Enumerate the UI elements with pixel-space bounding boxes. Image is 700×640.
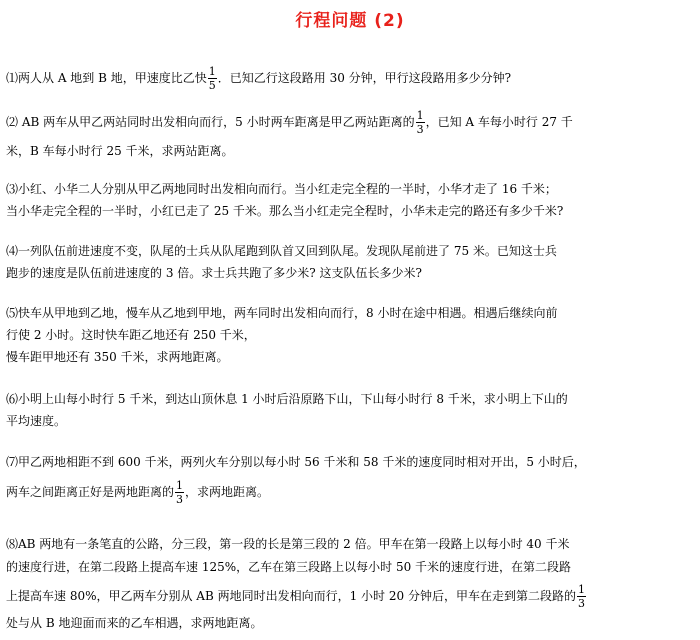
fraction-denominator: 5: [208, 79, 216, 92]
fraction-numerator: 1: [176, 479, 184, 492]
problem-8-line-2: 的速度行进，在第二段路上提高车速 125%，乙车在第三段路上以每小时 50 千米的速度行进，在第二段路: [6, 560, 572, 574]
fraction: [175, 480, 184, 505]
problem-7-line-1: ⑺甲乙两地相距不到 600 千米，两列火车分别以每小时 56 千米和 58 千米的速度同时相对开出，5 小时后，: [6, 455, 586, 469]
fraction-denominator: 3: [176, 493, 184, 506]
text-segment: ⑵ AB 两车从甲乙两站同时出发相向而行，5 小时两车距离是甲乙两站距离的: [6, 115, 415, 129]
problem-4-line-2: 跑步的速度是队伍前进速度的 3 倍。求士兵共跑了多少米? 这支队伍长多少米?: [6, 266, 422, 280]
text-segment: 上提高车速 80%，甲乙两车分别从 AB 两地同时出发相向而行，1 小时 20 分钟后，甲车在走到第二段路的: [6, 589, 576, 603]
problem-8-line-4: 处与从 B 地迎面而来的乙车相遇，求两地距离。: [6, 616, 263, 630]
fraction-numerator: 1: [416, 109, 424, 122]
problem-2-line-2: 米，B 车每小时行 25 千米，求两站距离。: [6, 144, 234, 158]
text-segment: ，已知 A 车每小时行 27 千: [425, 115, 573, 129]
fraction-denominator: 3: [577, 597, 585, 610]
problem-4-line-1: ⑷一列队伍前进速度不变，队尾的士兵从队尾跑到队首又回到队尾。发现队尾前进了 75 米。已知这士兵: [6, 244, 557, 258]
page-title: 行程问题 (2): [295, 11, 405, 31]
problem-6-line-1: ⑹小明上山每小时行 5 千米，到达山顶休息 1 小时后沿原路下山，下山每小时行 8 千米，求小明上下山的: [6, 392, 568, 406]
problem-1-line-1: [6, 66, 511, 91]
text-segment: 两车之间距离正好是两地距离的: [6, 485, 175, 499]
problem-3-line-2: 当小华走完全程的一半时，小红已走了 25 千米。那么当小红走完全程时，小华未走完的路还有多少千米?: [6, 204, 564, 218]
fraction: [208, 66, 217, 91]
problem-2-line-1: [6, 110, 573, 135]
problem-5-line-1: ⑸快车从甲地到乙地，慢车从乙地到甲地，两车同时出发相向而行，8 小时在途中相遇。相遇后继续向前: [6, 306, 558, 320]
problem-5-line-2: 行使 2 小时。这时快车距乙地还有 250 千米，: [6, 328, 256, 342]
text-segment: ．已知乙行这段路用 30 分钟，甲行这段路用多少分钟?: [217, 71, 512, 85]
text-segment: ，求两地距离。: [185, 485, 270, 499]
problem-5-line-3: 慢车距甲地还有 350 千米，求两地距离。: [6, 350, 229, 364]
problem-6-line-2: 平均速度。: [6, 414, 67, 428]
fraction-numerator: 1: [208, 65, 216, 78]
fraction: [577, 584, 586, 609]
problem-7-line-2: [6, 480, 269, 505]
text-segment: ⑴两人从 A 地到 B 地，甲速度比乙快: [6, 71, 207, 85]
fraction-numerator: 1: [577, 583, 585, 596]
problem-8-line-1: ⑻AB 两地有一条笔直的公路，分三段，第一段的长是第三段的 2 倍。甲车在第一段路上以每小时 40 千米: [6, 537, 570, 551]
problem-8-line-3: [6, 584, 587, 609]
problem-3-line-1: ⑶小红、小华二人分别从甲乙两地同时出发相向而行。当小红走完全程的一半时，小华才走了 16 千米；: [6, 182, 557, 196]
fraction-denominator: 3: [416, 123, 424, 136]
fraction: [416, 110, 425, 135]
